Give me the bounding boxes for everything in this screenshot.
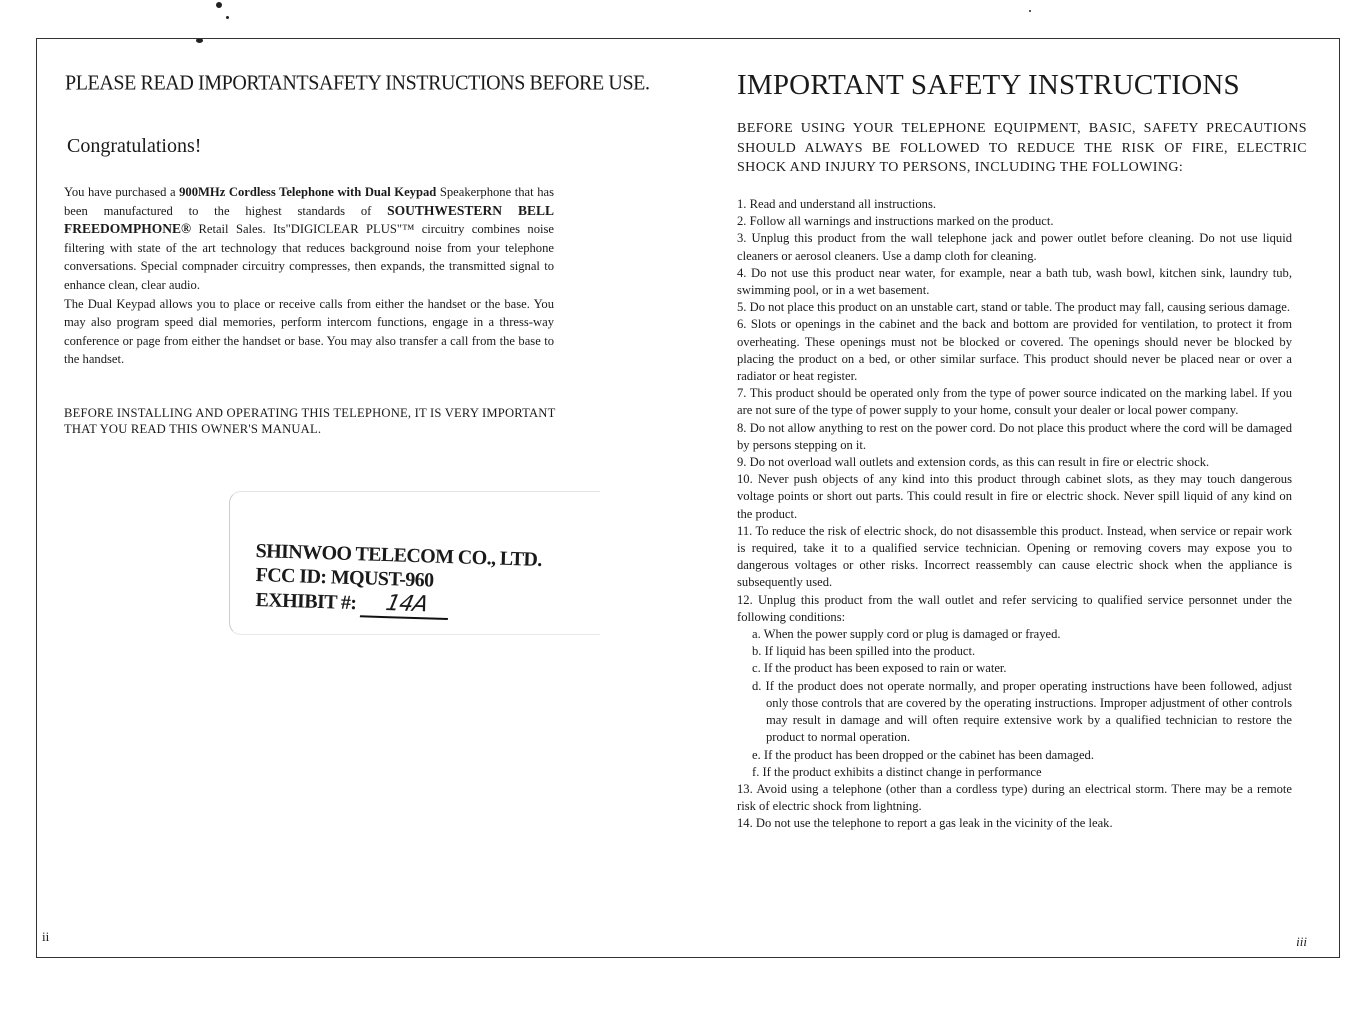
service-condition: a. When the power supply cord or plug is damaged or frayed. (752, 627, 1061, 642)
service-condition: c. If the product has been exposed to rain or water. (752, 661, 1007, 676)
product-name: 900MHz Cordless Telephone with Dual Keypad (179, 185, 437, 199)
service-conditions-list (737, 626, 1292, 781)
intro-text (64, 183, 554, 369)
intro-text-run: Retail Sales. Its"DIGICLEAR PLUS"™ circuitry combines noise filtering with state of the art technology that reduces background noise from your telephone conversations. Special compnader circuitry compresses, then expands, the transmitted signal to enhance clean, clear audio. (64, 222, 554, 292)
safety-rule: 6. Slots or openings in the cabinet and the back and bottom are provided for ventilation, to protect it from overheating. These openings must not be blocked or covered. The openings should never be blocked by placing the product on a bed, or other similar surface. This product should never be placed near or over a radiator or heat register. (737, 317, 1292, 384)
service-condition: e. If the product has been dropped or the cabinet has been damaged. (752, 747, 1094, 762)
safety-rule: 2. Follow all warnings and instructions marked on the product. (737, 214, 1054, 229)
stamp-exhibit (255, 587, 451, 620)
before-install-notice: BEFORE INSTALLING AND OPERATING THIS TELEPHONE, IT IS VERY IMPORTANT THAT YOU READ THIS OWNER'S MANUAL. (64, 406, 556, 436)
congratulations-heading: Congratulations! (67, 135, 202, 157)
stamp-fcc-id: FCC ID: MQUST-960 (255, 564, 434, 592)
safety-rule: 4. Do not use this product near water, for example, near a bath tub, wash bowl, kitchen sink, laundry tub, swimming pool, or in a wet basement. (737, 265, 1292, 298)
safety-rule: 5. Do not place this product on an unstable cart, stand or table. The product may fall, causing serious damage. (737, 300, 1291, 315)
scan-speck (226, 16, 229, 19)
right-page-number: iii (1296, 934, 1307, 949)
stamp-company: SHINWOO TELECOM CO., LTD. (255, 540, 543, 571)
service-condition: b. If liquid has been spilled into the product. (752, 644, 976, 659)
safety-rule: 9. Do not overload wall outlets and extension cords, as this can result in fire or electric shock. (737, 455, 1210, 470)
scan-speck (1029, 10, 1031, 12)
intro-text-run: You have purchased a (64, 185, 180, 199)
left-page-number: ii (42, 929, 50, 944)
intro-text-run: Speakerphone that has been manufactured to the highest standards of (64, 185, 554, 218)
brand-name: SOUTHWESTERN BELL FREEDOMPHONE® (64, 202, 554, 237)
safety-rule: 11. To reduce the risk of electric shock, do not disassemble this product. Instead, when service or repair work is required, take it to a qualified service technician. Opening or removing covers may expose you to dangerous voltages or other risks. Incorrect reassembly can cause electric shock when the appliance is subsequently used. (737, 523, 1292, 590)
safety-subrules (737, 626, 1292, 781)
right-page (687, 39, 1339, 957)
exhibit-label: EXHIBIT #: (255, 588, 357, 615)
exhibit-stamp (229, 491, 600, 635)
safety-rule: 12. Unplug this product from the wall outlet and refer servicing to qualified service personnet under the following conditions: (737, 592, 1292, 624)
intro-paragraph-1 (64, 183, 554, 295)
exhibit-number: 14A (360, 590, 454, 620)
manual-spread (36, 38, 1340, 958)
left-page (37, 39, 687, 957)
safety-rule: 13. Avoid using a telephone (other than a cordless type) during an electrical storm. There may be a remote risk of electric shock from lightning. (737, 781, 1292, 814)
intro-paragraph-2: The Dual Keypad allows you to place or receive calls from either the handset or the base. You may also program speed dial memories, perform intercom functions, engage in a thress-way conference or page from either the handset or base. You may also transfer a call from the base to the handset. (64, 296, 554, 367)
safety-rule: 8. Do not allow anything to rest on the power cord. Do not place this product where the cord will be damaged by persons stepping on it. (737, 420, 1292, 452)
safety-rules-list (737, 196, 1292, 833)
scan-speck (216, 2, 222, 8)
safety-rule: 14. Do not use the telephone to report a gas leak in the vicinity of the leak. (737, 816, 1113, 831)
left-page-heading: PLEASE READ IMPORTANTSAFETY INSTRUCTIONS BEFORE USE. (65, 71, 650, 95)
safety-rule: 3. Unplug this product from the wall telephone jack and power outlet before cleaning. Do not use liquid cleaners or aerosol cleaners. Use a damp cloth for cleaning. (737, 231, 1292, 263)
service-condition: d. If the product does not operate normally, and proper operating instructions have been followed, adjust only those controls that are covered by the operating instructions. Improper adjustment of other controls may result in damage and will often require extensive work by a qualified technician to restore the product to normal operation. (752, 678, 1292, 745)
safety-instructions-heading: IMPORTANT SAFETY INSTRUCTIONS (737, 69, 1240, 101)
safety-rule: 1. Read and understand all instructions. (737, 197, 937, 211)
safety-intro: BEFORE USING YOUR TELEPHONE EQUIPMENT, BASIC, SAFETY PRECAUTIONS SHOULD ALWAYS BE FOLLOWED TO REDUCE THE RISK OF FIRE, ELECTRIC SHOCK AND INJURY TO PERSONS, INCLUDING THE FOLLOWING: (737, 121, 1307, 175)
safety-rule: 10. Never push objects of any kind into this product through cabinet slots, as they may touch dangerous voltage points or short out parts. This could result in fire or electric shock. Never spill liquid of any kind on the product. (737, 472, 1292, 521)
safety-rule: 7. This product should be operated only from the type of power source indicated on the marking label. If you are not sure of the type of power supply to your home, consult your dealer or local power company. (737, 386, 1292, 418)
service-condition: f. If the product exhibits a distinct change in performance (752, 764, 1042, 779)
